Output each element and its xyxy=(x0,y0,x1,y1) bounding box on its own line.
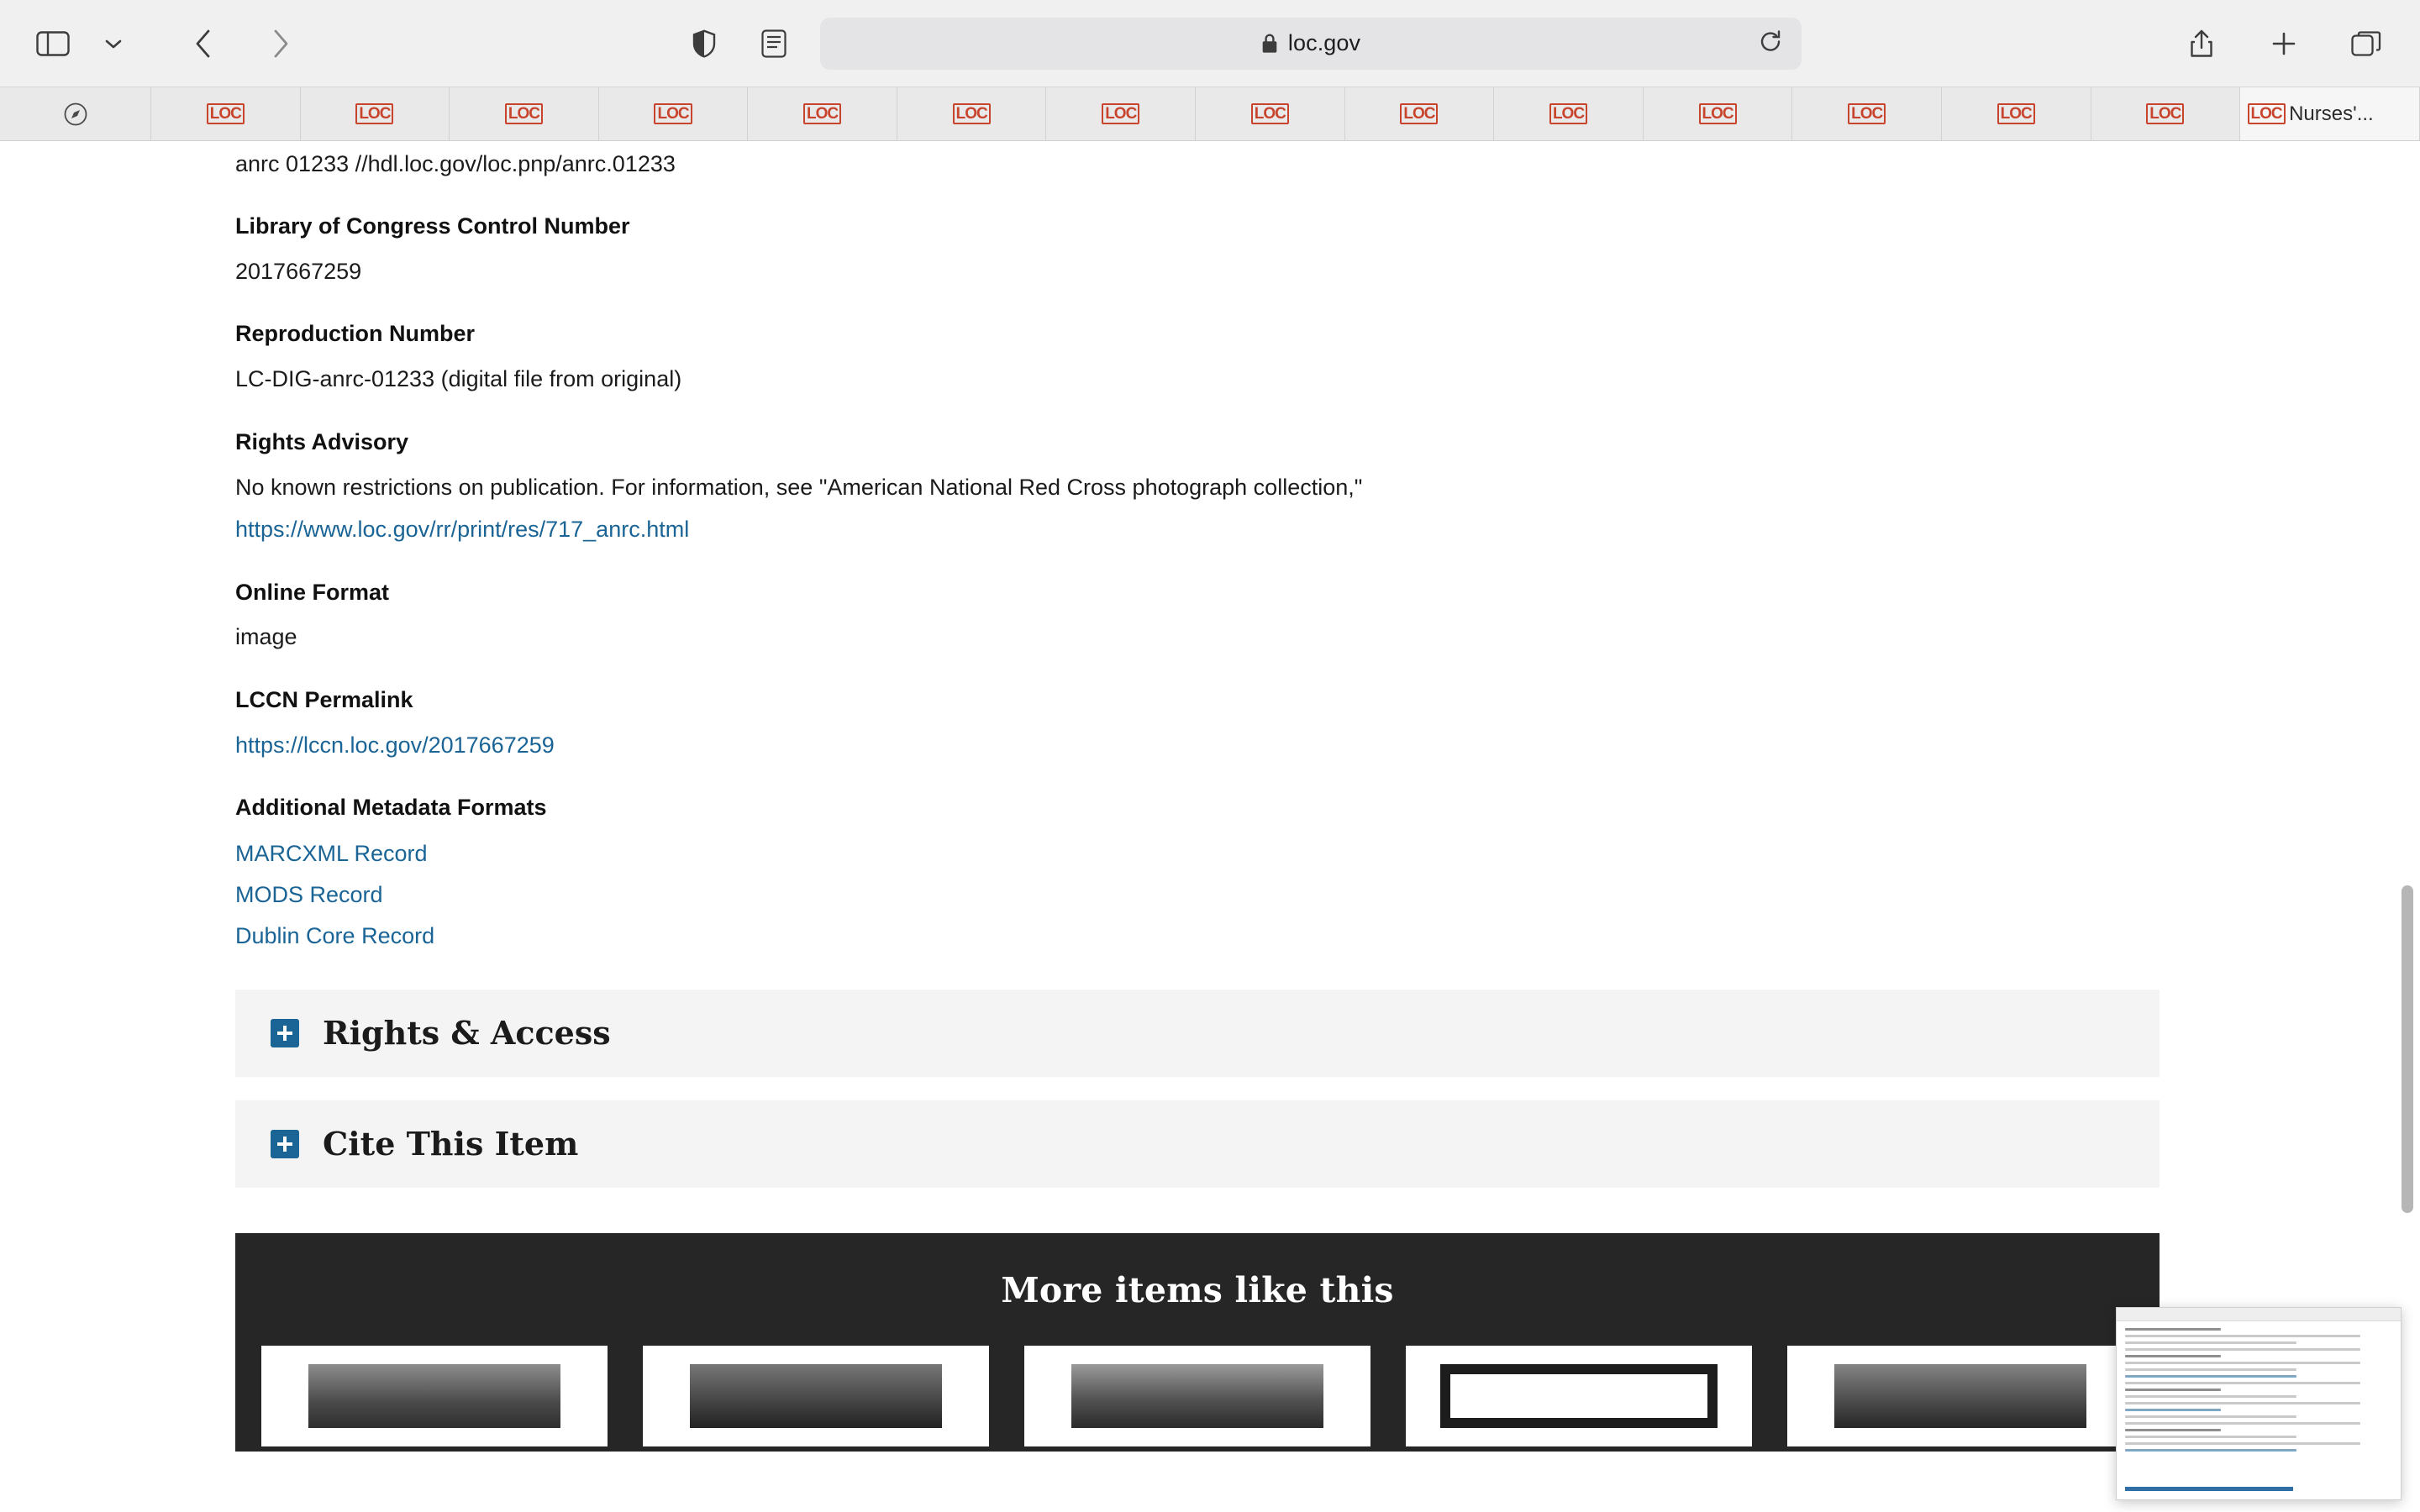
share-icon[interactable] xyxy=(2178,22,2225,66)
field-value: LC-DIG-anrc-01233 (digital file from original) xyxy=(235,366,682,392)
thumbnail-1 xyxy=(308,1364,560,1428)
address-bar[interactable] xyxy=(820,18,1802,70)
tab-overview-icon[interactable] xyxy=(2343,22,2390,66)
tab-start-page[interactable] xyxy=(0,87,151,140)
tab-loc-2[interactable] xyxy=(301,87,450,140)
loc-icon: LOC xyxy=(1703,102,1732,126)
field-label: Additional Metadata Formats xyxy=(235,795,547,821)
rights-advisory-link-wrap xyxy=(235,512,2370,547)
thumbnail-4 xyxy=(1440,1364,1718,1428)
field-value: image xyxy=(235,624,297,650)
more-item-card[interactable] xyxy=(1024,1346,1370,1446)
tab-loc-6[interactable] xyxy=(897,87,1047,140)
field-online-format xyxy=(235,577,2370,654)
accordion-cite-this-item[interactable] xyxy=(235,1100,2160,1188)
loc-icon: LOC xyxy=(2151,102,2180,126)
more-items-grid xyxy=(235,1346,2160,1446)
url-text: loc.gov xyxy=(1287,30,1361,55)
loc-icon: LOC xyxy=(1405,102,1434,126)
toolbar-center-group xyxy=(304,18,2178,70)
tab-active-nurses[interactable] xyxy=(2240,87,2420,140)
more-items-title: More items like this xyxy=(1001,1269,1394,1310)
accordion-title: Rights & Access xyxy=(323,1014,611,1053)
tab-title: Nurses'... xyxy=(2289,102,2374,125)
chevron-down-icon[interactable] xyxy=(101,22,126,66)
more-item-card[interactable] xyxy=(1787,1346,2133,1446)
tab-loc-3[interactable] xyxy=(450,87,599,140)
browser-toolbar xyxy=(0,0,2420,87)
field-label: Library of Congress Control Number xyxy=(235,213,630,239)
field-label: Online Format xyxy=(235,579,390,605)
more-items-section xyxy=(235,1233,2160,1452)
loc-icon: LOC xyxy=(360,102,389,126)
tab-loc-8[interactable] xyxy=(1196,87,1345,140)
thumbnail-2 xyxy=(690,1364,942,1428)
reload-icon[interactable] xyxy=(1758,29,1783,58)
rights-advisory-link[interactable]: https://www.loc.gov/rr/print/res/717_anrc.html xyxy=(235,517,690,543)
field-reproduction-number xyxy=(235,318,2370,396)
plus-icon[interactable] xyxy=(2260,22,2307,66)
tab-loc-9[interactable] xyxy=(1345,87,1495,140)
forward-arrow-icon[interactable] xyxy=(257,22,304,66)
loc-icon: LOC xyxy=(1107,102,1135,126)
toolbar-left-group xyxy=(30,22,304,66)
sidebar-toggle-icon[interactable] xyxy=(30,22,76,66)
address-bar-content xyxy=(1261,30,1360,56)
dublin-core-record-link[interactable]: Dublin Core Record xyxy=(235,922,435,948)
accordion-sections xyxy=(235,990,2160,1188)
tab-loc-12[interactable] xyxy=(1792,87,1942,140)
preview-progress-bar xyxy=(2125,1487,2293,1491)
thumbnail-5 xyxy=(1834,1364,2086,1428)
tab-loc-13[interactable] xyxy=(1942,87,2091,140)
partial-digital-id-text: anrc 01233 //hdl.loc.gov/loc.pnp/anrc.01233 xyxy=(235,151,676,176)
expand-plus-icon[interactable] xyxy=(271,1130,299,1158)
privacy-shield-icon[interactable] xyxy=(681,22,728,66)
navigation-arrows xyxy=(180,22,304,66)
field-value: 2017667259 xyxy=(235,258,362,284)
metadata-format-links xyxy=(235,840,2370,948)
accordion-rights-and-access[interactable] xyxy=(235,990,2160,1077)
page-viewport xyxy=(0,141,2420,1512)
tab-loc-11[interactable] xyxy=(1644,87,1793,140)
more-item-card[interactable] xyxy=(261,1346,608,1446)
scrollbar-thumb[interactable] xyxy=(2402,885,2413,1213)
accordion-title: Cite This Item xyxy=(323,1125,579,1163)
field-label: Reproduction Number xyxy=(235,321,476,347)
loc-icon: LOC xyxy=(1853,102,1881,126)
page-preview-thumbnail[interactable] xyxy=(2116,1307,2402,1500)
tab-bar xyxy=(0,87,2420,141)
tab-loc-5[interactable] xyxy=(748,87,897,140)
preview-body xyxy=(2117,1321,2401,1462)
loc-icon: LOC xyxy=(2002,102,2030,126)
expand-plus-icon[interactable] xyxy=(271,1019,299,1047)
reader-view-icon[interactable] xyxy=(750,21,798,66)
loc-icon: LOC xyxy=(1255,102,1284,126)
lock-icon xyxy=(1261,33,1278,54)
page-scrollbar[interactable] xyxy=(2402,146,2413,1512)
item-metadata-content xyxy=(0,141,2420,1452)
lccn-permalink-link-wrap xyxy=(235,728,2370,763)
loc-icon: LOC xyxy=(808,102,837,126)
tab-loc-1[interactable] xyxy=(151,87,301,140)
field-control-number xyxy=(235,211,2370,288)
toolbar-right-group xyxy=(2178,22,2390,66)
back-arrow-icon[interactable] xyxy=(180,22,227,66)
field-additional-metadata-formats xyxy=(235,792,2370,948)
field-value: No known restrictions on publication. For information, see "American National Red Cross photograph collection," xyxy=(235,474,1363,500)
loc-icon: LOC xyxy=(2252,102,2281,126)
tab-loc-14[interactable] xyxy=(2091,87,2241,140)
marcxml-record-link[interactable]: MARCXML Record xyxy=(235,840,428,866)
more-item-card[interactable] xyxy=(1406,1346,1752,1446)
more-item-card[interactable] xyxy=(643,1346,989,1446)
loc-icon: LOC xyxy=(1554,102,1582,126)
tab-loc-4[interactable] xyxy=(599,87,749,140)
loc-icon: LOC xyxy=(957,102,986,126)
tab-loc-10[interactable] xyxy=(1494,87,1644,140)
field-label: Rights Advisory xyxy=(235,428,409,454)
compass-icon xyxy=(61,102,90,126)
field-lccn-permalink xyxy=(235,685,2370,762)
field-label: LCCN Permalink xyxy=(235,686,413,712)
loc-icon: LOC xyxy=(509,102,538,126)
preview-titlebar xyxy=(2117,1308,2401,1321)
field-rights-advisory xyxy=(235,427,2370,547)
loc-icon: LOC xyxy=(211,102,239,126)
lccn-permalink-link[interactable]: https://lccn.loc.gov/2017667259 xyxy=(235,732,555,758)
tab-loc-7[interactable] xyxy=(1046,87,1196,140)
loc-icon: LOC xyxy=(659,102,687,126)
mods-record-link[interactable]: MODS Record xyxy=(235,881,383,907)
thumbnail-3 xyxy=(1071,1364,1323,1428)
